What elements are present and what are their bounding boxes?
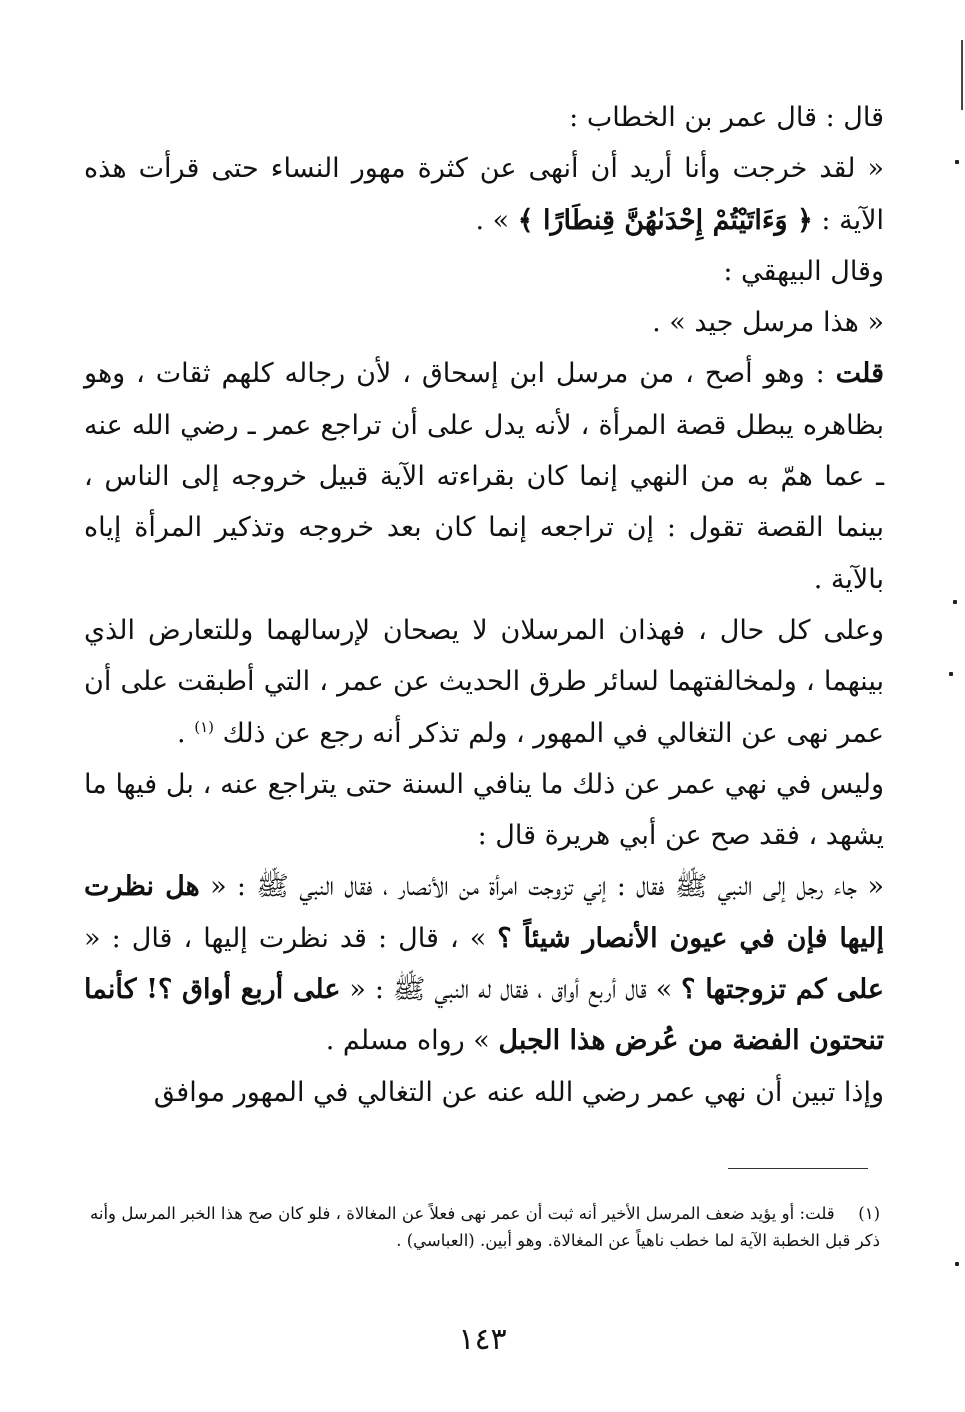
paragraph-text: : وهو أصح ، من مرسل ابن إسحاق ، لأن رجاله كلهم ثقات ، وهو بظاهره يبطل قصة المرأة ، لأنه يدل على أن تراجع عمر ـ رضي الله عنه ـ عما همّ به من النهي إنما كان بقراءته الآية قبيل خروجه إلى الناس ، بينما القصة تقول : إن تراجعه إنما كان بعد خروجه وتذكير المرأة إياه بالآية .	[84, 358, 884, 595]
scan-edge-mark	[961, 40, 963, 110]
text-line: قال : قال عمر بن الخطاب :	[569, 102, 884, 133]
footnote	[90, 1200, 880, 1254]
paragraph-intro	[84, 92, 884, 348]
hadith-bold: على أربع أواق ؟! كأنما تنحتون الفضة من عُرض هذا الجبل	[84, 974, 884, 1057]
text-line: « هذا مرسل جيد » .	[652, 307, 884, 339]
text-line: » .	[475, 204, 510, 236]
text-line: وقال البيهقي :	[723, 255, 884, 287]
paragraph-text: وعلى كل حال ، فهذان المرسلان لا يصحان لإرسالهما وللتعارض الذي بينهما ، ولمخالفتهما لسائر طرق الحديث عن عمر ، التي أطبقت على أن عمر نهى عن التغالي في المهور ، ولم تذكر أنه رجع عن ذلك	[84, 614, 884, 749]
hadith-text: » ، قال : قد نظرت إليها ، قال : «	[84, 922, 487, 954]
hadith-bold: على كم تزوجتها ؟	[681, 974, 884, 1006]
punctuation: .	[177, 717, 195, 749]
paragraph-hadith	[84, 861, 884, 1066]
paragraph-qultu	[84, 348, 884, 604]
hadith-bold: هل نظرت إليها فإن في عيون الأنصار شيئاً ؟	[84, 871, 884, 954]
footnote-marker: (١)	[858, 1204, 880, 1223]
scan-dot	[949, 672, 953, 676]
paragraph-conclusion	[84, 605, 884, 759]
main-text	[84, 92, 884, 1118]
page-number: ١٤٣	[458, 1322, 507, 1357]
hadith-text: » رواه مسلم .	[325, 1025, 490, 1057]
footnote-text: قلت: أو يؤيد ضعف المرسل الأخير أنه ثبت أن عمر نهى فعلاً عن المغالاة ، فلو كان صح هذا الخبر المرسل وأنه ذكر قبل الخطبة الآية لما خطب ناهياً عن المغالاة. وهو أبين. (العباسي) .	[90, 1204, 880, 1250]
scan-dot	[955, 1262, 959, 1266]
quran-verse: ﴿ وَءَاتَيْتُمْ إِحْدَىٰهُنَّ قِنطَارًا ﴾	[517, 204, 813, 236]
footnote-reference[interactable]: (١)	[194, 717, 214, 736]
footnote-separator	[728, 1168, 868, 1169]
scan-dot	[953, 600, 957, 604]
text-line: هذه الآية :	[84, 153, 884, 236]
hadith-text: » قال أربع أواق ، فقال له النبي ﷺ : «	[349, 974, 673, 1006]
hadith-text: « جاء رجل إلى النبي ﷺ فقال : إني تزوجت امرأة من الأنصار ، فقال النبي ﷺ : «	[210, 871, 884, 903]
paragraph-final	[84, 1067, 884, 1118]
qultu-label: قلت	[835, 358, 884, 390]
paragraph-sunnah	[84, 759, 884, 862]
paragraph-text: وإذا تبين أن نهي عمر رضي الله عنه عن التغالي في المهور موافق	[153, 1076, 884, 1108]
text-line: « لقد خرجت وأنا أريد أن أنهى عن كثرة مهور النساء حتى قرأت	[138, 153, 884, 185]
paragraph-text: وليس في نهي عمر عن ذلك ما ينافي السنة حتى يتراجع عنه ، بل فيها ما يشهد ، فقد صح عن أبي هريرة قال :	[84, 768, 884, 852]
scan-dot	[955, 160, 959, 164]
